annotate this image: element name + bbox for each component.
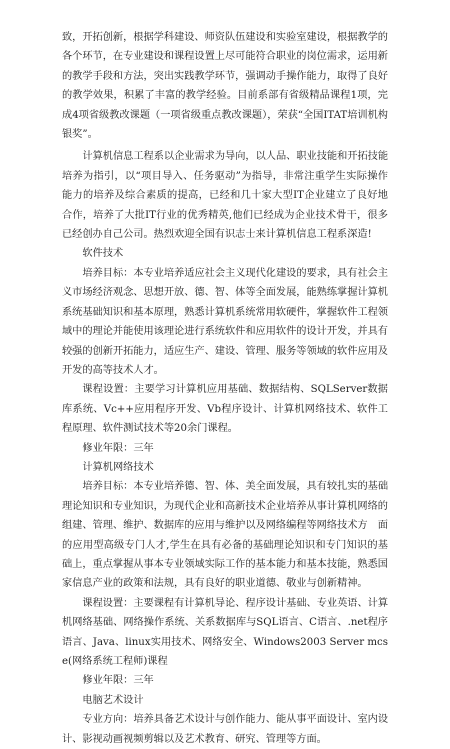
section-heading-art-design: 电脑艺术设计 bbox=[82, 694, 144, 706]
art-design-direction-paragraph: 专业方向：培养具备艺术设计与创作能力、能从事平面设计、室内设计、影视动画视频剪辑以及艺术教育、研究、管理等方面。 bbox=[62, 714, 389, 745]
section-heading-software: 软件技术 bbox=[82, 248, 124, 260]
network-goal-paragraph: 培养目标：本专业培养德、智、体、美全面发展，具有较扎实的基础理论知识和专业知识，为现代企业和高新技术企业培养从事计算机网络的组建、管理、维护、数据库的应用与维护以及网络编程等网络技术方 面的应用型高级专门人才,学生在具有必备的基础理论知识和专门知识的基础上，重点掌握从事本专业领域实际工作的基本能力和基本技能，熟悉国家信息产业的政策和法规，具有良好的职业道德、敬业与创新精神。 bbox=[62, 481, 389, 590]
network-duration: 修业年限：三年 bbox=[82, 675, 154, 687]
software-courses-paragraph: 课程设置：主要学习计算机应用基础、数据结构、SQLServer数据库系统、Vc++应用程序开发、Vb程序设计、计算机网络技术、软件工程原理、软件测试技术等20余门课程。 bbox=[62, 384, 388, 435]
intro-continuation-paragraph: 致，开拓创新，根据学科建设、师资队伍建设和实验室建设，根据教学的各个环节，在专业建设和课程设置上尽可能符合职业的岗位需求，运用新的教学手段和方法，突出实践教学环节，强调动手操作能力，取得了良好的教学效果，积累了丰富的教学经验。目前系部有省级精品课程1项，完成4项省级教改课题（一项省级重点教改课题），荣获“全国ITAT培训机构银奖”。 bbox=[62, 32, 388, 141]
network-courses-paragraph: 课程设置：主要课程有计算机导论、程序设计基础、专业英语、计算机网络基础、网络操作系统、关系数据库与SQL语言、C语言、.net程序语言、Java、linux实用技术、网络安全、Windows2003 Server mcse(网络系统工程师)课程 bbox=[62, 597, 389, 667]
software-goal-paragraph: 培养目标：本专业培养适应社会主义现代化建设的要求，具有社会主义市场经济观念、思想开放、德、智、体等全面发展，能熟练掌握计算机系统基础知识和基本原理，熟悉计算机系统常用软硬件，掌握软件工程领域中的理论并能使用该理论进行系统软件和应用软件的设计开发，并具有较强的创新开拓能力，适应生产、建设、管理、服务等领域的软件应用及开发的高等技术人才。 bbox=[62, 267, 389, 376]
section-heading-network: 计算机网络技术 bbox=[82, 461, 154, 473]
software-duration: 修业年限：三年 bbox=[82, 442, 154, 454]
department-overview-paragraph: 计算机信息工程系以企业需求为导向，以人品、职业技能和开拓技能培养为指引，以“项目导入、任务驱动”为指导，非常注重学生实际操作能力的培养及综合素质的提高，已经和几十家大型IT企业建立了良好地合作，培养了大批IT行业的优秀精英,他们已经成为企业技术骨干，很多已经创办自己公司。热烈欢迎全国有识志士来计算机信息工程系深造! bbox=[62, 151, 389, 241]
